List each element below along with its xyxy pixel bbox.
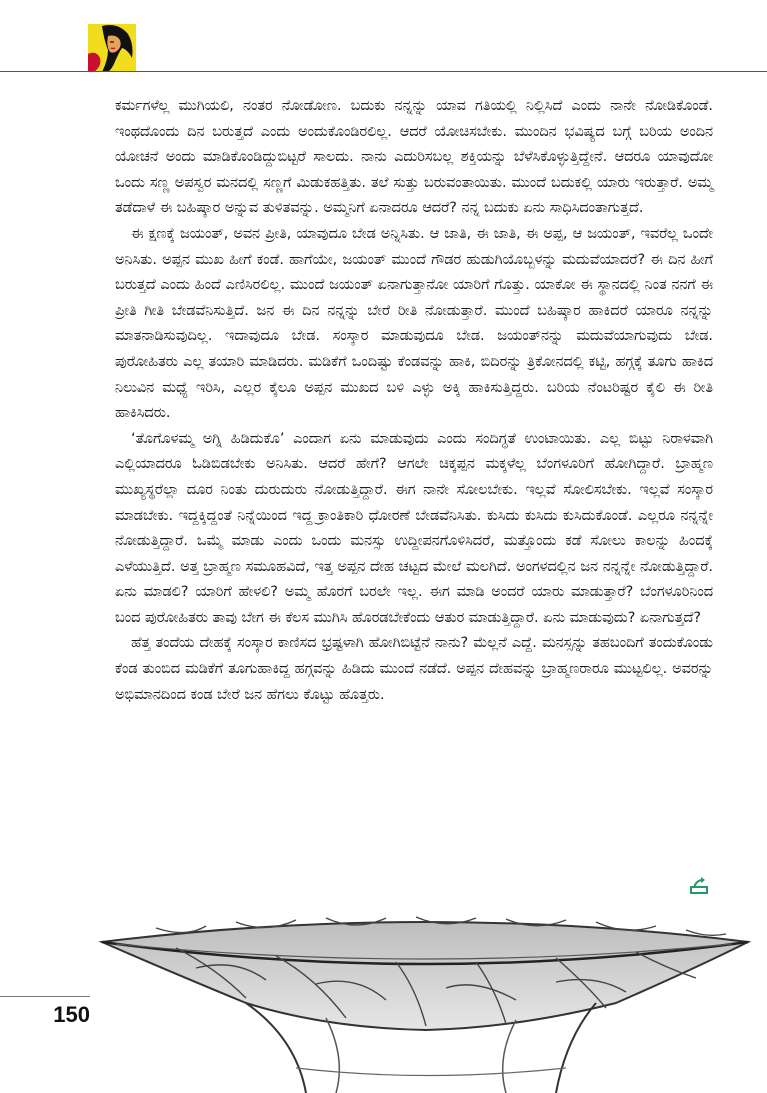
header-rule: [0, 71, 767, 72]
paragraph-3: ‘ತೊಗೊಳಮ್ಮ ಅಗ್ನಿ ಹಿಡಿದುಕೊ’ ಎಂದಾಗ ಏನು ಮಾಡುವುದು ಎಂದು ಸಂದಿಗ್ಧತೆ ಉಂಟಾಯಿತು. ಎಲ್ಲ ಬಿಟ್ಟು ನಿರಾಳವಾಗಿ ಎಲ್ಲಿಯಾದರೂ ಓಡಿಬಿಡಬೇಕು ಅನಿಸಿತು. ಆದರೆ ಹೇಗೆ? ಆಗಲೇ ಚಿಕ್ಕಪ್ಪನ ಮಕ್ಕಳೆಲ್ಲ ಬೆಂಗಳೂರಿಗೆ ಹೋಗಿದ್ದಾರೆ. ಬ್ರಾಹ್ಮಣ ಮುಖ್ಯಸ್ಥರೆಲ್ಲಾ ದೂರ ನಿಂತು ದುರುದುರು ನೋಡುತ್ತಿದ್ದಾರೆ. ಈಗ ನಾನೇ ಸೋಲಬೇಕು. ಇಲ್ಲವೆ ಸೋಲಿಸಬೇಕು. ಇಲ್ಲವೆ ಸಂಸ್ಕಾರ ಮಾಡಬೇಕು. ಇದ್ದಕ್ಕಿದ್ದಂತೆ ನಿನ್ನೆಯಿಂದ ಇದ್ದ ಕ್ರಾಂತಿಕಾರಿ ಧೋರಣೆ ಬೇಡವೆನಿಸಿತು. ಕುಸಿದು ಕುಸಿದು ಕುಸಿದುಕೊಂಡೆ. ಎಲ್ಲರೂ ನನ್ನನ್ನೇ ನೋಡುತ್ತಿದ್ದಾರೆ. ಒಮ್ಮೆ ಮಾಡು ಎಂದು ಒಂದು ಮನಸ್ಸು ಉದ್ದೀಪನಗೊಳಿಸಿದರೆ, ಮತ್ತೊಂದು ಕಡೆ ಸೋಲು ಕಾಲನ್ನು ಹಿಂದಕ್ಕೆ ಎಳೆಯುತ್ತಿದೆ. ಅತ್ತ ಬ್ರಾಹ್ಮಣ ಸಮೂಹವಿದೆ, ಇತ್ತ ಅಪ್ಪನ ದೇಹ ಚಟ್ಟದ ಮೇಲೆ ಮಲಗಿದೆ. ಅಂಗಳದಲ್ಲಿನ ಜನ ನನ್ನನ್ನೇ ನೋಡುತ್ತಿದ್ದಾರೆ. ಏನು ಮಾಡಲಿ? ಯಾರಿಗೆ ಹೇಳಲಿ? ಅಮ್ಮ ಹೊರಗೆ ಬರಲೇ ಇಲ್ಲ. ಈಗ ಮಾಡಿ ಅಂದರೆ ಯಾರು ಮಾಡುತ್ತಾರೆ? ಬೆಂಗಳೂರಿನಿಂದ ಬಂದ ಪುರೋಹಿತರು ತಾವು ಬೇಗ ಈ ಕೆಲಸ ಮುಗಿಸಿ ಹೊರಡಬೇಕೆಂದು ಆತುರ ಮಾಡುತ್ತಿದ್ದಾರೆ. ಏನು ಮಾಡುವುದು? ಏನಾಗುತ್ತದೆ?: [115, 430, 713, 626]
woman-portrait-icon: [88, 24, 136, 72]
paragraph-2: ಈ ಕ್ಷಣಕ್ಕೆ ಜಯಂತ್, ಅವನ ಪ್ರೀತಿ, ಯಾವುದೂ ಬೇಡ ಅನ್ನಿಸಿತು. ಆ ಜಾತಿ, ಈ ಜಾತಿ, ಈ ಅಪ್ಪ, ಆ ಜಯಂತ್, ಇವರೆಲ್ಲ ಒಂದೇ ಅನಿಸಿತು. ಅಪ್ಪನ ಮುಖ ಹೀಗೆ ಕಂಡೆ. ಹಾಗೆಯೇ, ಜಯಂತ್ ಮುಂದೆ ಗೌಡರ ಹುಡುಗಿಯೊಬ್ಬಳನ್ನು ಮದುವೆಯಾದರೆ? ಈ ದಿನ ಹೀಗೆ ಬರುತ್ತದೆ ಎಂದು ಹಿಂದೆ ಎಣಿಸಿರಲಿಲ್ಲ. ಮುಂದೆ ಜಯಂತ್ ಏನಾಗುತ್ತಾನೋ ಯಾರಿಗೆ ಗೊತ್ತು. ಯಾಕೋ ಈ ಸ್ಥಾನದಲ್ಲಿ ನಿಂತ ನನಗೆ ಈ ಪ್ರೀತಿ ಗೀತಿ ಬೇಡವೆನಿಸುತ್ತಿದೆ. ಜನ ಈ ದಿನ ನನ್ನನ್ನು ಬೇರೆ ರೀತಿ ನೋಡುತ್ತಾರೆ. ಮುಂದೆ ಬಹಿಷ್ಕಾರ ಹಾಕಿದರೆ ಯಾರೂ ನನ್ನನ್ನು ಮಾತನಾಡಿಸುವುದಿಲ್ಲ. ಇದಾವುದೂ ಬೇಡ. ಸಂಸ್ಕಾರ ಮಾಡುವುದೂ ಬೇಡ. ಜಯಂತ್‌ನನ್ನು ಮದುವೆಯಾಗುವುದು ಬೇಡ. ಪುರೋಹಿತರು ಎಲ್ಲ ತಯಾರಿ ಮಾಡಿದರು. ಮಡಿಕೆಗೆ ಒಂದಿಷ್ಟು ಕೆಂಡವನ್ನು ಹಾಕಿ, ಬಿದಿರನ್ನು ತ್ರಿಕೋನದಲ್ಲಿ ಕಟ್ಟಿ, ಹಗ್ಗಕ್ಕೆ ತೂಗು ಹಾಕಿದ ನಿಲುವಿನ ಮಧ್ಯೆ ಇರಿಸಿ, ಎಲ್ಲರ ಕೈಲೂ ಅಪ್ಪನ ಮುಖದ ಬಳಿ ಎಳ್ಳು ಅಕ್ಕಿ ಹಾಕಿಸುತ್ತಿದ್ದರು. ಬರಿಯ ನೆಂಟರಿಷ್ಟರ ಕೈಲಿ ಈ ರೀತಿ ಹಾಕಿಸಿದರು.: [115, 225, 713, 422]
basket-illustration: [96, 908, 752, 1093]
article-body: [115, 94, 713, 708]
paragraph-1: ಕರ್ಮಗಳೆಲ್ಲ ಮುಗಿಯಲಿ, ನಂತರ ನೋಡೋಣ. ಬದುಕು ನನ್ನನ್ನು ಯಾವ ಗತಿಯಲ್ಲಿ ನಿಲ್ಲಿಸಿದೆ ಎಂದು ನಾನೇ ನೋಡಿಕೊಂಡೆ. ಇಂಥದೊಂದು ದಿನ ಬರುತ್ತದೆ ಎಂದು ಅಂದುಕೊಂಡಿರಲಿಲ್ಲ. ಆದರೆ ಯೋಚಿಸಬೇಕು. ಮುಂದಿನ ಭವಿಷ್ಯದ ಬಗ್ಗೆ ಬರಿಯ ಅಂದಿನ ಯೋಚನೆ ಅಂದು ಮಾಡಿಕೊಂಡಿದ್ದುಬಿಟ್ಟರೆ ಸಾಲದು. ನಾನು ಎದುರಿಸಬಲ್ಲ ಶಕ್ತಿಯನ್ನು ಬೆಳೆಸಿಕೊಳ್ಳುತ್ತಿದ್ದೇನೆ. ಆದರೂ ಯಾವುದೋ ಒಂದು ಸಣ್ಣ ಅಪಸ್ವರ ಮನದಲ್ಲಿ ಸಣ್ಣಗೆ ಮಿಡುಕಹತ್ತಿತು. ತಲೆ ಸುತ್ತು ಬರುವಂತಾಯಿತು. ಮುಂದೆ ಬದುಕಲ್ಲಿ ಯಾರು ಇರುತ್ತಾರೆ. ಅಮ್ಮ ತಡೆದಾಳೆ ಈ ಬಹಿಷ್ಕಾರ ಅನ್ನುವ ತುಳಿತವನ್ನು. ಅಮ್ಮನಿಗೆ ಏನಾದರೂ ಆದರೆ? ನನ್ನ ಬದುಕು ಏನು ಸಾಧಿಸಿದಂತಾಗುತ್ತದೆ.: [115, 98, 713, 217]
paragraph-4: ಹೆತ್ತ ತಂದೆಯ ದೇಹಕ್ಕೆ ಸಂಸ್ಕಾರ ಕಾಣಿಸದ ಭ್ರಷ್ಟಳಾಗಿ ಹೋಗಿಬಿಟ್ಟೆನೆ ನಾನು? ಮೆಲ್ಲನೆ ಎದ್ದೆ. ಮನಸ್ಸನ್ನು ತಹಬಂದಿಗೆ ತಂದುಕೊಂಡು ಕೆಂಡ ತುಂಬಿದ ಮಡಿಕೆಗೆ ತೂಗುಹಾಕಿದ್ದ ಹಗ್ಗವನ್ನು ಹಿಡಿದು ಮುಂದೆ ನಡೆದೆ. ಅಪ್ಪನ ದೇಹವನ್ನು ಬ್ರಾಹ್ಮಣರಾರೂ ಮುಟ್ಟಲಿಲ್ಲ. ಅವರನ್ನು ಅಭಿಮಾನದಿಂದ ಕಂಡ ಬೇರೆ ಜನ ಹೆಗಲು ಕೊಟ್ಟು ಹೊತ್ತರು.: [115, 635, 713, 703]
page-number-rule: [0, 996, 90, 997]
share-icon[interactable]: [688, 874, 710, 896]
page-number: 150: [53, 1002, 90, 1027]
